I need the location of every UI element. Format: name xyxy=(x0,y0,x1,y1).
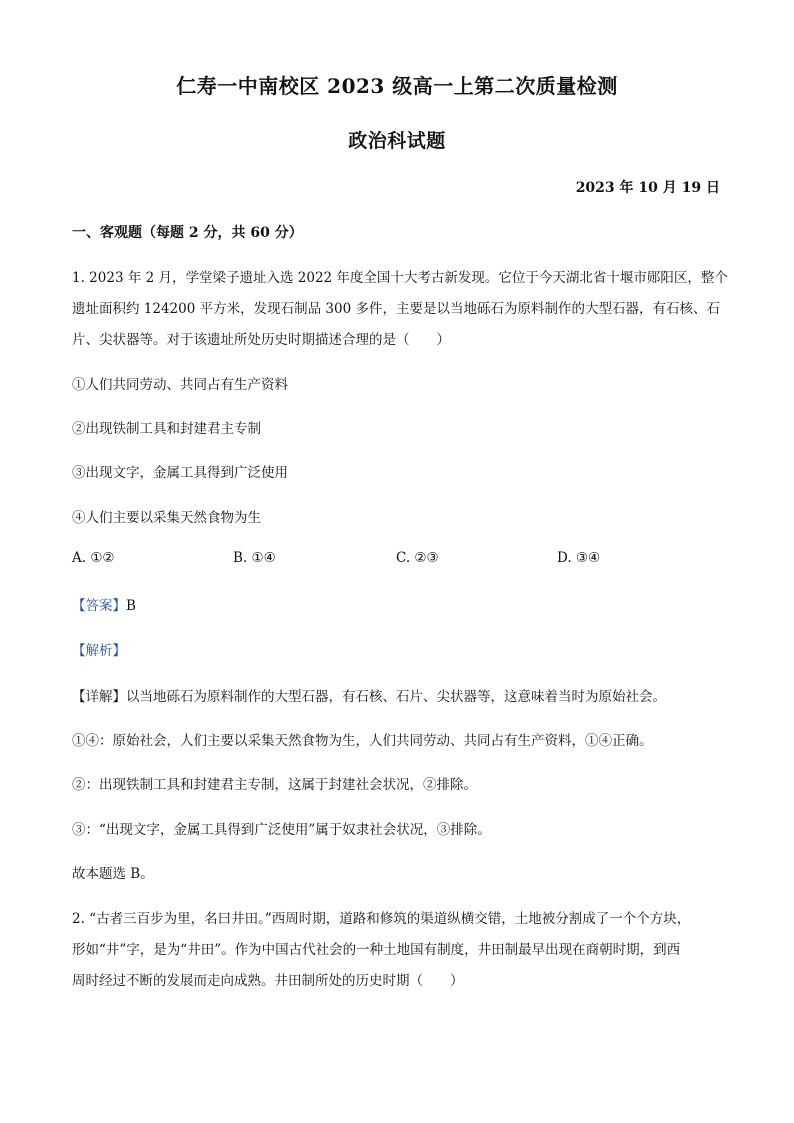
q1-item-2: ②出现铁制工具和封建君主专制 xyxy=(72,421,261,437)
q1-option-a: A. ①② xyxy=(72,550,115,566)
q1-answer xyxy=(72,594,136,614)
q1-option-d: D. ③④ xyxy=(557,550,601,566)
q1-explain-2: ②：出现铁制工具和封建君主专制，这属于封建社会状况，②排除。 xyxy=(72,777,477,793)
detail-label: 【详解】 xyxy=(72,689,126,705)
q2-stem-line-2: 形如“井”字，是为“井田”。作为中国古代社会的一种土地国有制度，井田制最早出现在商朝时期，到西 xyxy=(72,942,681,958)
q1-item-1: ①人们共同劳动、共同占有生产资料 xyxy=(72,377,288,393)
q1-stem-line-2: 遗址面积约 124200 平方米，发现石制品 300 多件，主要是以当地砾石为原料制作的大型石器，有石核、石 xyxy=(72,301,720,317)
section-heading: 一、客观题（每题 2 分，共 60 分） xyxy=(72,225,303,241)
q2-stem-line-1: 2. “古者三百步为里，名曰井田。”西周时期，道路和修筑的渠道纵横交错，土地被分割成了一个个方块， xyxy=(72,911,691,927)
q1-option-c: C. ②③ xyxy=(396,550,439,566)
q1-item-4: ④人们主要以采集天然食物为生 xyxy=(72,510,261,526)
analysis-label: 【解析】 xyxy=(72,643,126,659)
page-title: 仁寿一中南校区 2023 级高一上第二次质量检测 xyxy=(176,74,618,98)
q1-option-b: B. ①④ xyxy=(233,550,276,566)
q1-conclusion: 故本题选 B。 xyxy=(72,866,154,882)
q1-item-3: ③出现文字，金属工具得到广泛使用 xyxy=(72,465,288,481)
q1-explain-3: ③：“出现文字，金属工具得到广泛使用”属于奴隶社会状况，③排除。 xyxy=(72,822,491,838)
q1-stem-line-1: 1. 2023 年 2 月，学堂梁子遗址入选 2022 年度全国十大考古新发现。它位于今天湖北省十堰市郧阳区，整个 xyxy=(72,270,728,286)
q1-stem-line-3: 片、尖状器等。对于该遗址所处历史时期描述合理的是（ ） xyxy=(72,332,450,348)
detail-text: 以当地砾石为原料制作的大型石器，有石核、石片、尖状器等，这意味着当时为原始社会。 xyxy=(126,689,666,705)
answer-label: 【答案】 xyxy=(72,598,126,614)
page-subtitle: 政治科试题 xyxy=(348,130,446,152)
q1-explain-1: ①④：原始社会，人们主要以采集天然食物为生，人们共同劳动、共同占有生产资料，①④正确。 xyxy=(72,733,653,749)
answer-value: B xyxy=(126,598,136,614)
q1-detail xyxy=(72,685,666,705)
exam-date: 2023 年 10 月 19 日 xyxy=(575,180,720,196)
q2-stem-line-3: 周时经过不断的发展而走向成熟。井田制所处的历史时期（ ） xyxy=(72,973,464,989)
